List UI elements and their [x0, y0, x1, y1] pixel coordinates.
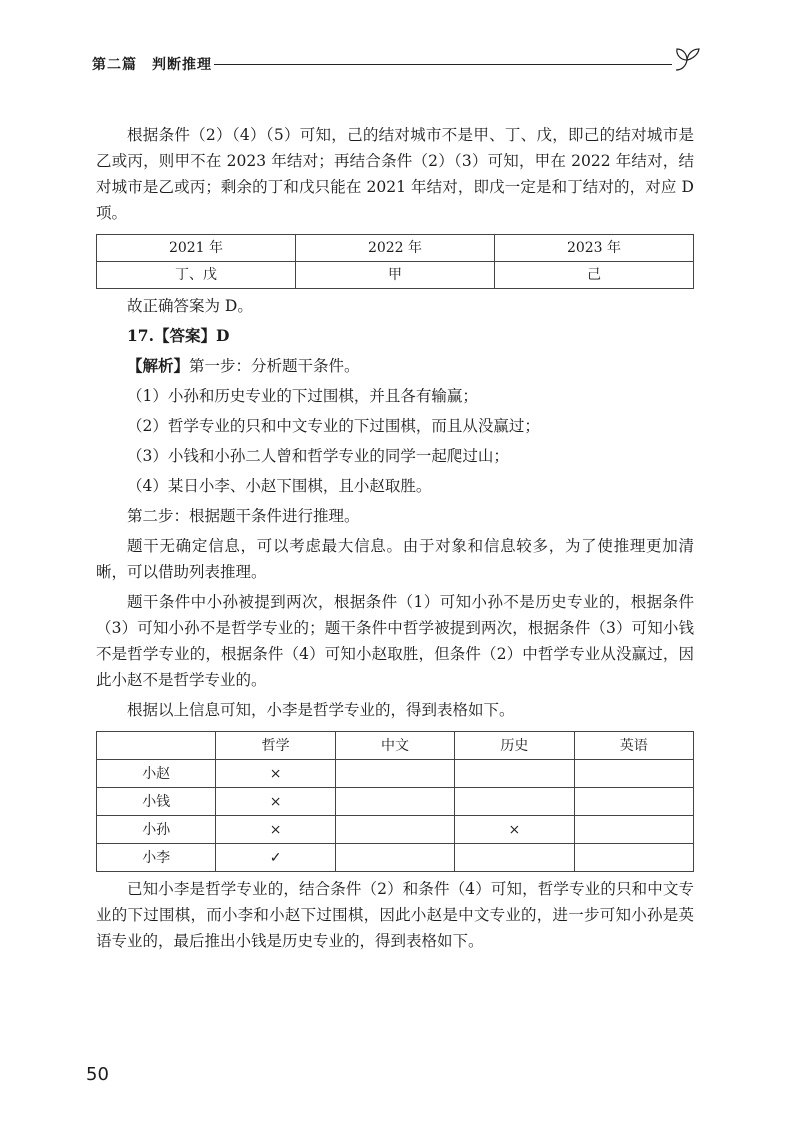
- sprout-leaf-icon: [670, 46, 704, 74]
- table-cell: [455, 760, 574, 788]
- paragraph-reasoning: 题干条件中小孙被提到两次，根据条件（1）可知小孙不是历史专业的，根据条件（3）可知小孙不是哲学专业的；题干条件中哲学被提到两次，根据条件（3）可知小钱不是哲学专业的，根据条件（4）可知小赵取胜，但条件（2）中哲学专业从没赢过，因此小赵不是哲学专业的。: [96, 593, 694, 689]
- condition-item: （4）某日小李、小赵下围棋，且小赵取胜。: [127, 477, 432, 495]
- table-cell: [574, 760, 693, 788]
- table-cell: [574, 816, 693, 844]
- table-cell: 甲: [296, 262, 495, 289]
- condition-item: （1）小孙和历史专业的下过围棋，并且各有输赢；: [127, 387, 478, 405]
- page-content: [96, 122, 694, 958]
- header-chapter-label: 判断推理: [152, 57, 212, 73]
- analysis-label: 【解析】: [127, 356, 190, 375]
- table-cell: [455, 788, 574, 816]
- table-cell: [335, 788, 454, 816]
- table-header-cell: 2022 年: [296, 235, 495, 262]
- table-cell: [335, 816, 454, 844]
- table-cell: 己: [495, 262, 694, 289]
- table-cell: ×: [216, 788, 335, 816]
- paragraph-intro: 根据条件（2）（4）（5）可知，己的结对城市不是甲、丁、戊，即己的结对城市是乙或丙，则甲不在 2023 年结对；再结合条件（2）（3）可知，甲在 2022 年结对，结对城市是乙或丙；剩余的丁和戊只能在 2021 年结对，即戊一定是和丁结对的，对应 D 项。: [96, 126, 694, 222]
- table-cell: [455, 844, 574, 872]
- table-header-cell: [97, 732, 216, 760]
- running-header: [92, 46, 702, 76]
- step1-text: 第一步：分析题干条件。: [189, 357, 360, 375]
- table-header-cell: 2023 年: [495, 235, 694, 262]
- table-header-cell: 中文: [335, 732, 454, 760]
- table-major-matrix: [96, 731, 694, 872]
- table-cell: 丁、戊: [97, 262, 296, 289]
- table-header-cell: 英语: [574, 732, 693, 760]
- table-header-cell: 哲学: [216, 732, 335, 760]
- table-cell: ×: [216, 760, 335, 788]
- table-cell: [335, 844, 454, 872]
- header-part-label: 第二篇: [92, 57, 137, 73]
- analysis-step2: 第二步：根据题干条件进行推理。: [127, 507, 360, 525]
- table-cell: [335, 760, 454, 788]
- table-row: [97, 816, 694, 844]
- analysis-step1: [96, 353, 694, 379]
- condition-item: （2）哲学专业的只和中文专业的下过围棋，而且从没赢过；: [127, 417, 540, 435]
- table-cell: ×: [455, 816, 574, 844]
- paragraph-method: 题干无确定信息，可以考虑最大信息。由于对象和信息较多，为了使推理更加清晰，可以借助列表推理。: [96, 537, 694, 581]
- table-header-cell: 2021 年: [97, 235, 296, 262]
- answer-letter: D: [215, 326, 230, 345]
- table-header-cell: 历史: [455, 732, 574, 760]
- table-cell: ×: [216, 816, 335, 844]
- table-row: [97, 262, 694, 289]
- table-row-label: 小孙: [97, 816, 216, 844]
- table-row-label: 小钱: [97, 788, 216, 816]
- table-row-label: 小李: [97, 844, 216, 872]
- answer-heading-17: [96, 323, 694, 349]
- table-header-row: [97, 732, 694, 760]
- table-row-label: 小赵: [97, 760, 216, 788]
- paragraph-table-intro: 根据以上信息可知，小李是哲学专业的，得到表格如下。: [127, 701, 515, 719]
- condition-item: （3）小钱和小孙二人曾和哲学专业的同学一起爬过山；: [127, 447, 509, 465]
- table-cell: ✓: [216, 844, 335, 872]
- table-year-pairing: [96, 234, 694, 289]
- paragraph-deduction: 已知小李是哲学专业的，结合条件（2）和条件（4）可知，哲学专业的只和中文专业的下过围棋，而小李和小赵下过围棋，因此小赵是中文专业的，进一步可知小孙是英语专业的，最后推出小钱是历史专业的，得到表格如下。: [96, 880, 694, 950]
- header-rule: [214, 64, 672, 65]
- table-row: [97, 760, 694, 788]
- page-number: 50: [86, 1064, 109, 1085]
- answer-prefix: 17.【答案】: [127, 326, 216, 345]
- table-header-row: [97, 235, 694, 262]
- answer-conclusion: 故正确答案为 D。: [127, 297, 253, 315]
- table-row: [97, 844, 694, 872]
- table-cell: [574, 844, 693, 872]
- table-row: [97, 788, 694, 816]
- table-cell: [574, 788, 693, 816]
